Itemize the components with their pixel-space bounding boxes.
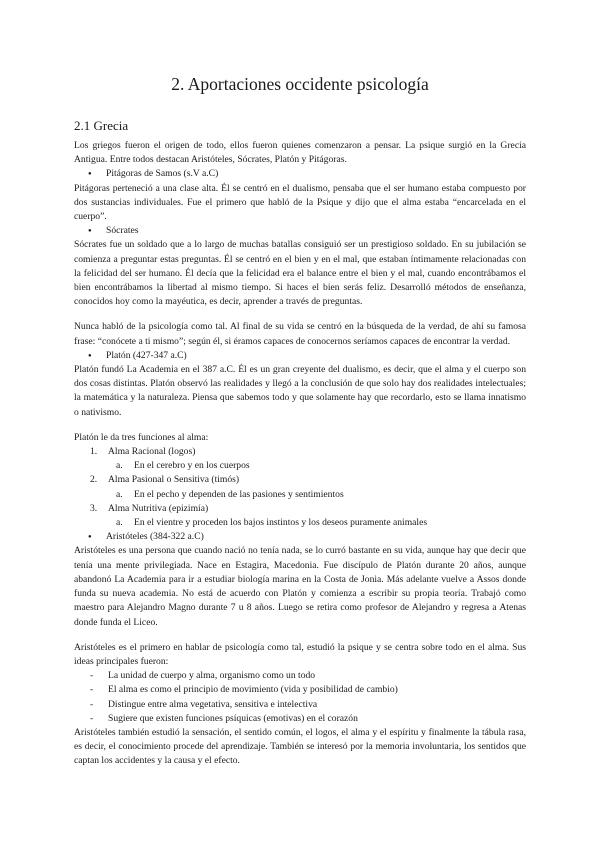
- aristoteles-paragraph-3: Aristóteles también estudió la sensación, el sentido común, el logos, el alma y el espíritu y finalmente la tábula rasa, es decir, el conocimiento procede del aprendizaje. También se interesó por la memoria involuntaria, los sentidos que captan los accidentes y la causa y el efecto.: [74, 726, 526, 767]
- platon-paragraph: Platón fundó La Academia en el 387 a.C. Él es un gran creyente del dualismo, es decir, que el alma y el cuerpo son dos cosas distintas. Platón observó las realidades y llegó a la conclusión de que solo hay dos realidades intelectuales; la matemática y la naturaleza. Piensa que sabemos todo y que solamente hay que recordarlo, esto se llama innatismo o nativismo.: [74, 364, 526, 418]
- aristoteles-paragraph-2: Aristóteles es el primero en hablar de psicología como tal, estudió la psique y se centra sobre todo en el alma. Sus ideas principales fueron:: [74, 641, 526, 667]
- section-heading: 2.1 Grecia: [74, 118, 129, 133]
- page-title: 2. Aportaciones occidente psicología: [171, 74, 429, 94]
- socrates-paragraph-2: Nunca habló de la psicología como tal. Al final de su vida se centró en la búsqueda de la verdad, de ahí su famosa frase: “conócete a ti mismo”; según él, si éramos capaces de conocernos seríamos capaces de encontrar la verdad.: [74, 321, 526, 347]
- document-body: [74, 118, 526, 769]
- function-subitem: a. En el vientre y proceden los bajos instintos y los deseos puramente animales: [116, 517, 428, 529]
- function-item: 2. Alma Pasional o Sensitiva (timós): [90, 474, 240, 486]
- idea-item: - Distingue entre alma vegetativa, sensitiva e intelectiva: [90, 698, 318, 710]
- function-subitem: a. En el cerebro y en los cuerpos: [116, 460, 250, 472]
- intro-paragraph: Los griegos fueron el origen de todo, ellos fueron quienes comenzaron a pensar. La psique surgió en la Grecia Antigua. Entre todos destacan Aristóteles, Sócrates, Platón y Pitágoras.: [74, 140, 526, 166]
- pitagoras-paragraph: Pitágoras perteneció a una clase alta. Él se centró en el dualismo, pensaba que el ser humano estaba compuesto por dos sustancias individuales. Fue el primero que habló de la Psique y dijo que el alma estaba “encarcelada en el cuerpo”.: [74, 182, 526, 223]
- platon-heading: ● Platón (427-347 a.C): [74, 349, 526, 363]
- idea-item: - Sugiere que existen funciones psíquicas (emotivas) en el corazón: [90, 712, 358, 724]
- function-subitem: a. En el pecho y dependen de las pasiones y sentimientos: [116, 488, 344, 500]
- socrates-heading: ● Sócrates: [74, 224, 526, 238]
- aristoteles-paragraph-1: Aristóteles es una persona que cuando nació no tenía nada, se lo curró bastante en su vida, aunque hay que decir que tenía una mente privilegiada. Nace en Estagira, Macedonia. Fue discípulo de Platón durante 20 años, aunque abandonó La Academia para ir a estudiar biología marina en la Costa de Jonia. Más adelante vuelve a Assos donde funda su nueva academia. No está de acuerdo con Platón y comienza a escribir su propia teoría. Trabajó como maestro para Alejandro Magno durante 7 u 8 años. Luego se retira como profesor de Alejandro y regresa a Atenas donde funda el Liceo.: [74, 545, 526, 628]
- function-item: 1. Alma Racional (logos): [90, 446, 196, 458]
- pitagoras-heading: ● Pitágoras de Samos (s.V a.C): [74, 167, 526, 181]
- aristoteles-heading: ● Aristóteles (384-322 a.C): [74, 530, 526, 544]
- idea-item: - El alma es como el principio de movimiento (vida y posibilidad de cambio): [90, 684, 398, 696]
- socrates-paragraph-1: Sócrates fue un soldado que a lo largo de muchas batallas consiguió ser un prestigioso soldado. En su jubilación se comienza a preguntar estas preguntas. Él se centró en el bien y en el mal, que estaban íntimamente relacionadas con la felicidad del ser humano. Él decía que la felicidad era el balance entre el bien y el mal, cuando encontrábamos el bien encontrábamos la libertad al mismo tiempo. Si haces el bien serás feliz. Desarrolló métodos de enseñanza, conocidos hoy como la mayéutica, es decir, aprender a través de preguntas.: [74, 239, 526, 308]
- function-item: 3. Alma Nutritiva (epizimía): [90, 502, 209, 514]
- idea-item: - La unidad de cuerpo y alma, organismo como un todo: [90, 670, 316, 682]
- platon-functions-intro: Platón le da tres funciones al alma:: [74, 431, 209, 443]
